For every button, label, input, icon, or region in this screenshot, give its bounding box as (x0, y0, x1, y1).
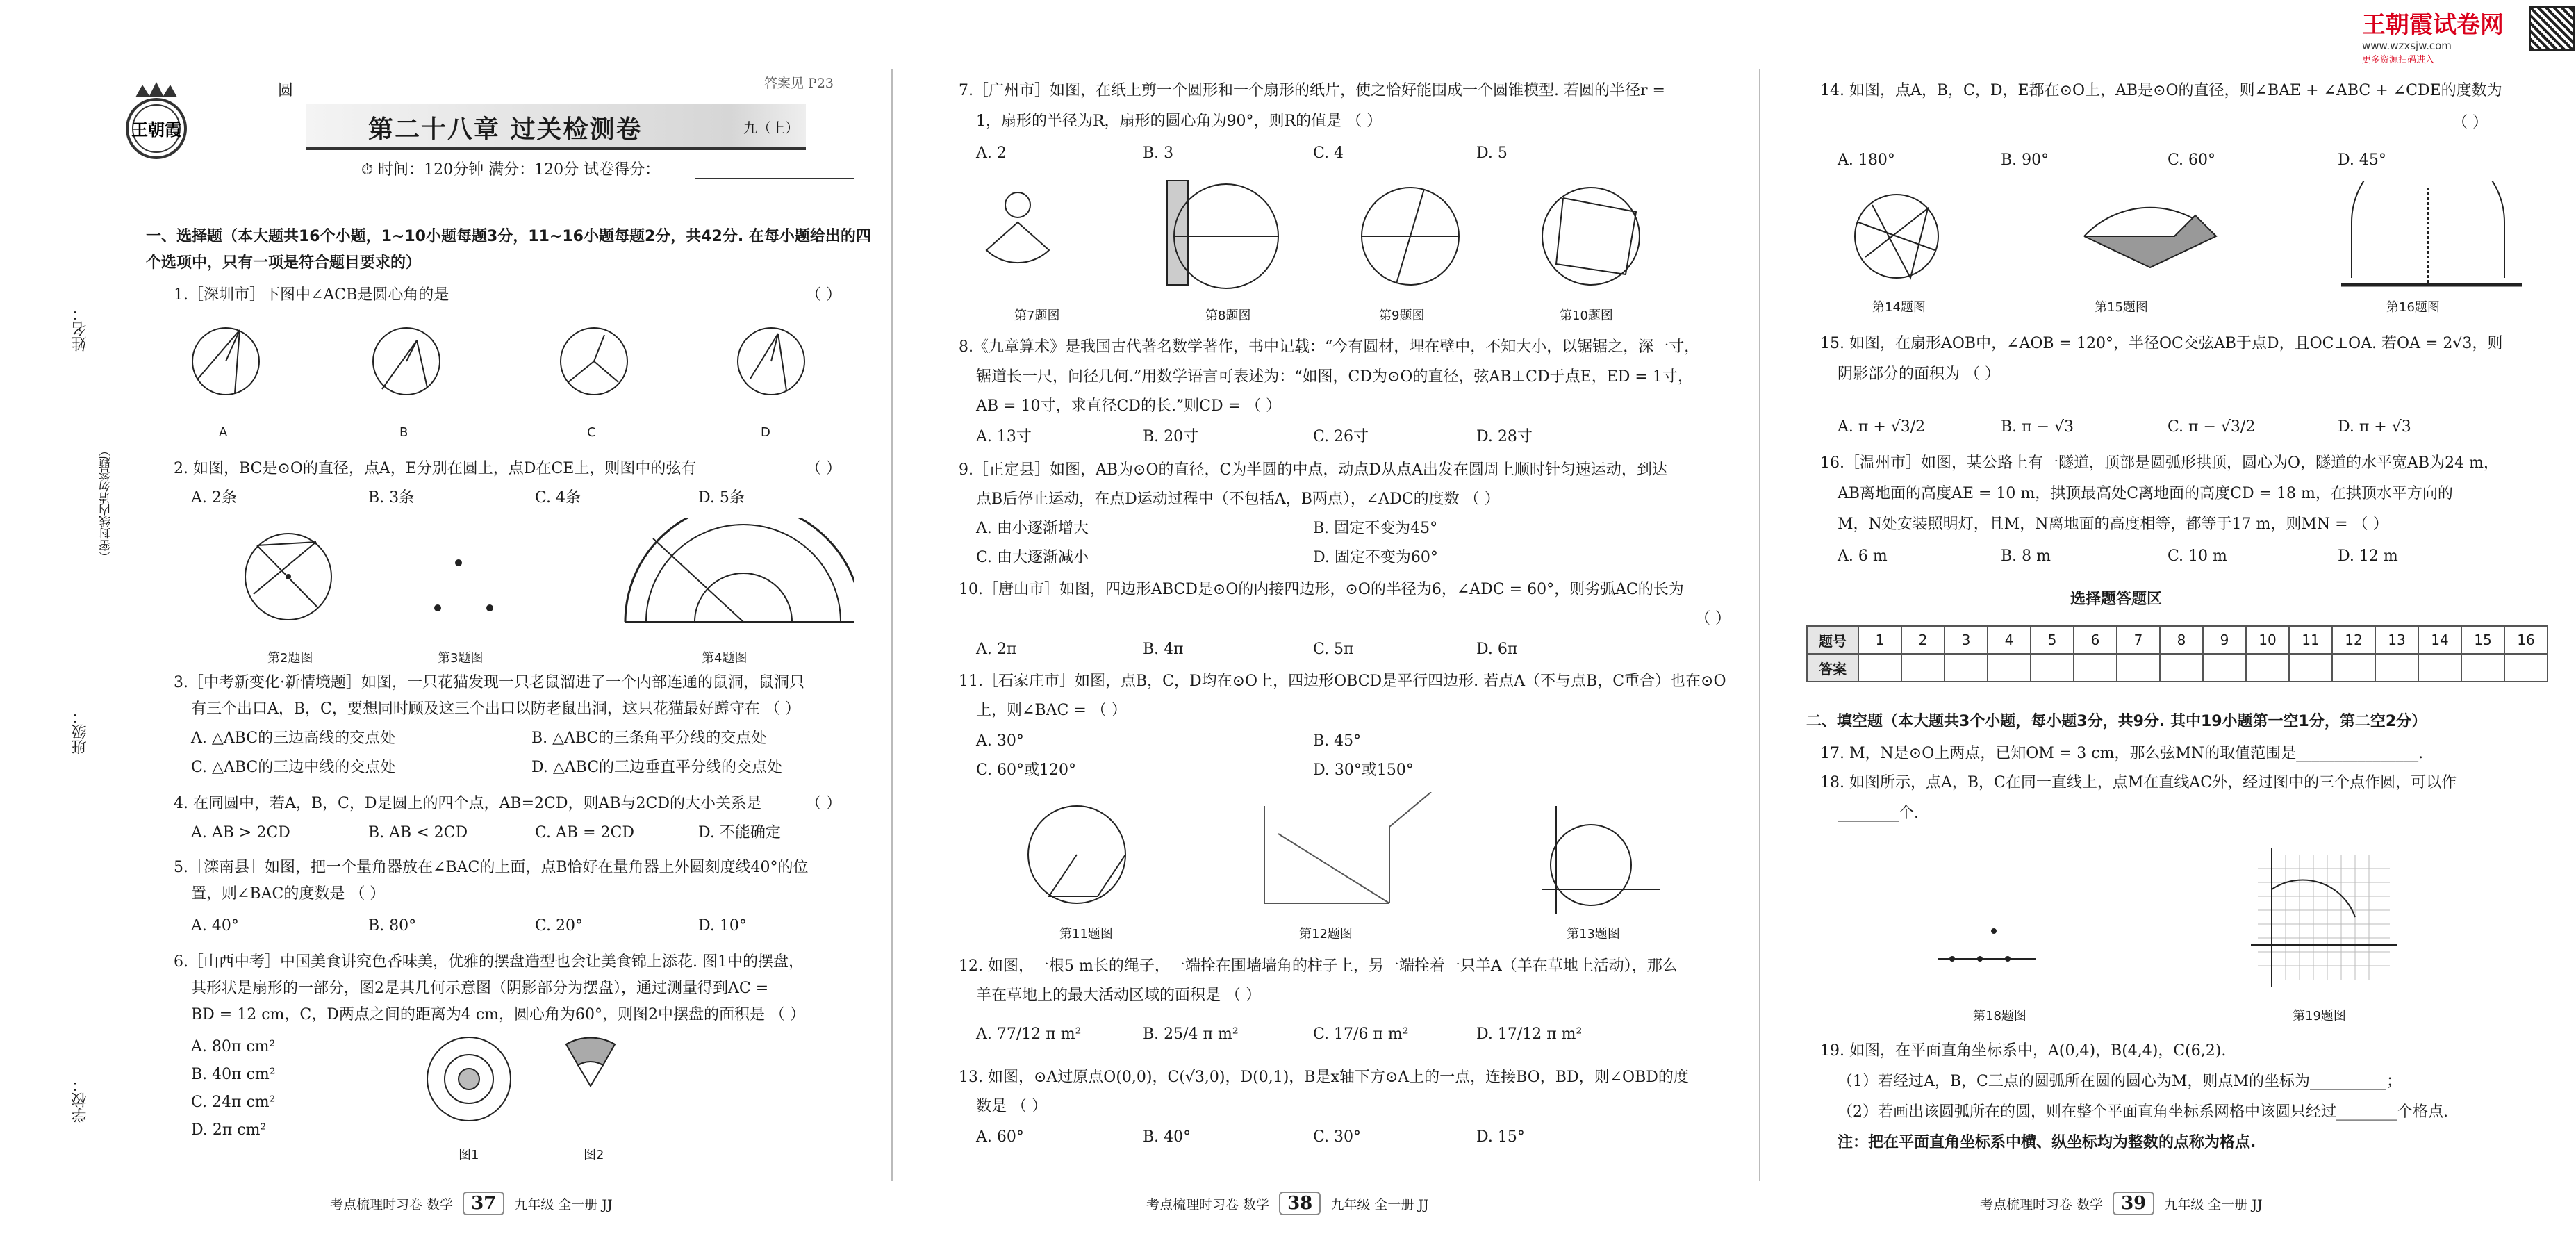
q7-line2: 1，扇形的半径为R，扇形的圆心角为90°，则R的值是 （ ） (976, 113, 1382, 130)
q16-opt-a[interactable]: A. 6 m (1838, 548, 1888, 565)
q2-caption: 第2题图 (267, 651, 313, 666)
q5-opt-c[interactable]: C. 20° (535, 917, 584, 935)
answer-cell[interactable] (2418, 654, 2461, 682)
qnum-cell: 8 (2160, 626, 2203, 654)
q2-opt-a[interactable]: A. 2条 (191, 489, 237, 507)
q7-opt-b[interactable]: B. 3 (1143, 145, 1174, 162)
q6-opt-a[interactable]: A. 80π cm² (191, 1038, 276, 1055)
q4-opt-d[interactable]: D. 不能确定 (698, 824, 781, 841)
q9-opt-a[interactable]: A. 由小逐渐增大 (976, 520, 1089, 537)
q2-opt-d[interactable]: D. 5条 (698, 489, 745, 507)
answer-cell[interactable] (2289, 654, 2332, 682)
brand-slogan: 更多资源扫码进入 (2362, 55, 2435, 65)
qnum-cell: 9 (2203, 626, 2246, 654)
footer-37 (330, 1192, 613, 1215)
q8-opt-a[interactable]: A. 13寸 (976, 428, 1032, 445)
q7-q10-figures (980, 174, 1730, 299)
chapter-title: 第二十八章 过关检测卷 (368, 115, 643, 144)
q12-opt-a[interactable]: A. 77/12 π m² (976, 1026, 1082, 1043)
answer-cell[interactable] (1901, 654, 1945, 682)
q7-line1: 7.［广州市］如图，在纸上剪一个圆形和一个扇形的纸片，使之恰好能围成一个圆锥模型. 若圆的半径r = (959, 82, 1665, 99)
q3-opt-a[interactable]: A. △ABC的三边高线的交点处 (191, 730, 396, 747)
q15-line1: 15. 如图，在扇形AOB中，∠AOB = 120°，半径OC交弦AB于点D，且OC⊥OA. 若OA = 2√3，则 (1820, 335, 2503, 352)
qnum-cell: 1 (1858, 626, 1901, 654)
q8-opt-b[interactable]: B. 20寸 (1143, 428, 1199, 445)
q4-opt-a[interactable]: A. AB > 2CD (191, 824, 290, 841)
q5-line1: 5.［滦南县］如图，把一个量角器放在∠BAC的上面，点B恰好在量角器上外圆刻度线40°的位 (174, 859, 809, 876)
q1-bracket[interactable]: （ ） (806, 286, 841, 304)
q15-opt-d[interactable]: D. π + √3 (2338, 418, 2411, 436)
q13-caption: 第13题图 (1567, 927, 1620, 941)
q15-opt-a[interactable]: A. π + √3/2 (1838, 418, 1926, 436)
q8-line1: 8.《九章算术》是我国古代著名数学著作，书中记载：“今有圆材，埋在壁中，不知大小，以锯锯之，深一寸， (959, 338, 1700, 356)
q1-opt-d[interactable]: D (761, 425, 770, 440)
page-number: 38 (1279, 1192, 1321, 1215)
qnum-cell: 3 (1945, 626, 1988, 654)
q18-caption: 第18题图 (1973, 1009, 2026, 1023)
q3-opt-d[interactable]: D. △ABC的三边垂直平分线的交点处 (531, 759, 783, 776)
page-number: 39 (2113, 1192, 2154, 1215)
footer-left: 考点梳理时习卷 数学 (1980, 1197, 2104, 1212)
q6-line2: 其形状是扇形的一部分，图2是其几何示意图（阴影部分为摆盘），通过测量得到AC = (191, 980, 769, 997)
q2-opt-c[interactable]: C. 4条 (535, 489, 581, 507)
grade-tag: 九（上） (743, 120, 799, 136)
q9-line1: 9.［正定县］如图，AB为⊙O的直径，C为半圆的中点，动点D从点A出发在圆周上顺时针匀速运动，到达 (959, 461, 1667, 479)
q16-opt-c[interactable]: C. 10 m (2168, 548, 2227, 565)
q11-q13-figures (1014, 792, 1723, 917)
q2-text: 2. 如图，BC是⊙O的直径，点A，E分别在圆上，点D在CE上，则图中的弦有 (174, 460, 697, 477)
school-label: 学校： (72, 1077, 89, 1123)
q5-line2: 置，则∠BAC的度数是 （ ） (191, 885, 386, 903)
page-37 (0, 0, 889, 1243)
qr-code-icon[interactable] (2529, 6, 2575, 51)
q10-caption: 第10题图 (1560, 308, 1613, 323)
q15-caption: 第15题图 (2095, 300, 2148, 315)
exam-meta (361, 160, 660, 181)
q7-opt-d[interactable]: D. 5 (1476, 145, 1508, 162)
q1-opt-a[interactable]: A (219, 425, 228, 440)
svg-text:王朝霞: 王朝霞 (131, 120, 181, 140)
q3-opt-b[interactable]: B. △ABC的三条角平分线的交点处 (531, 730, 767, 747)
q12-opt-d[interactable]: D. 17/12 π m² (1476, 1026, 1583, 1043)
answer-cell[interactable] (2203, 654, 2246, 682)
answer-cell[interactable] (2117, 654, 2160, 682)
q14-q16-figures (1834, 181, 2570, 292)
q16-opt-b[interactable]: B. 8 m (2001, 548, 2051, 565)
footer-right: 九年级 全一册 JJ (2164, 1197, 2263, 1212)
q1-opt-c[interactable]: C (587, 425, 596, 440)
qnum-cell: 15 (2461, 626, 2504, 654)
q4-bracket[interactable]: （ ） (806, 795, 841, 812)
chapter-banner (306, 104, 806, 150)
q13-line2: 数是 （ ） (976, 1098, 1047, 1115)
seal-notice: （密封线内请勿答题） (99, 445, 113, 563)
q8-line2: 锯道长一尺，问径几何.”用数学语言可表述为：“如图，CD为⊙O的直径，弦AB⊥CD于点E，ED = 1寸， (976, 368, 1693, 386)
q10-opt-d[interactable]: D. 6π (1476, 641, 1518, 658)
qnum-cell: 10 (2246, 626, 2289, 654)
qnum-cell: 6 (2074, 626, 2117, 654)
q19-line1: 19. 如图，在平面直角坐标系中，A(0,4)，B(4,4)，C(6,2). (1820, 1042, 2227, 1060)
answer-cell[interactable] (2461, 654, 2504, 682)
answer-cell[interactable] (1988, 654, 2031, 682)
q14-opt-d[interactable]: D. 45° (2338, 151, 2386, 169)
q8-opt-c[interactable]: C. 26寸 (1313, 428, 1369, 445)
q9-opt-b[interactable]: B. 固定不变为45° (1313, 520, 1438, 537)
q10-line2[interactable]: （ ） (1695, 610, 1731, 627)
q12-opt-c[interactable]: C. 17/6 π m² (1313, 1026, 1409, 1043)
q6-caption-1: 图1 (459, 1148, 479, 1162)
brand-header (2362, 6, 2504, 65)
q18-line2: ________个. (1838, 805, 1919, 822)
q8-opt-d[interactable]: D. 28寸 (1476, 428, 1533, 445)
q2-bracket[interactable]: （ ） (806, 460, 841, 477)
q4-caption: 第4题图 (702, 651, 748, 666)
q2-q4-figures (229, 518, 854, 639)
q16-line3: M，N处安装照明灯，且M，N离地面的高度相等，都等于17 m，则MN = （ ） (1838, 516, 2388, 533)
q11-opt-c[interactable]: C. 60°或120° (976, 762, 1077, 779)
q6-opt-b[interactable]: B. 40π cm² (191, 1066, 276, 1083)
brand-url[interactable]: www.wzxsjw.com (2362, 40, 2452, 52)
footer-38 (1146, 1192, 1429, 1215)
q19-line3: （2）若画出该圆弧所在的圆，则在整个平面直角坐标系网格中该圆只经过________个格点. (1838, 1103, 2448, 1121)
qnum-cell: 7 (2117, 626, 2160, 654)
answer-cell[interactable] (2375, 654, 2418, 682)
answer-area-title: 选择题答题区 (2070, 591, 2163, 608)
section1-heading: 一、选择题（本大题共16个小题，1~10小题每题3分，11~16小题每题2分，共42分. 在每小题给出的四个选项中，只有一项是符合题目要求的） (146, 228, 871, 272)
q12-line1: 12. 如图，一根5 m长的绳子，一端拴在围墙墙角的柱子上，另一端拴着一只羊A（羊在草地上活动），那么 (959, 957, 1678, 975)
name-label: 姓名： (72, 306, 89, 352)
answer-label: 答案 (1807, 654, 1858, 682)
q6-line3: BD = 12 cm，C，D两点之间的距离为4 cm，圆心角为60°，则图2中摆盘的面积是 （ ） (191, 1006, 806, 1023)
answer-table (1806, 625, 2548, 682)
section2-heading: 二、填空题（本大题共3个小题，每小题3分，共9分. 其中19小题第一空1分，第二空2分） (1806, 713, 2427, 730)
q11-line2: 上，则∠BAC = （ ） (976, 702, 1127, 719)
qnum-cell: 14 (2418, 626, 2461, 654)
footer-right: 九年级 全一册 JJ (1330, 1197, 1429, 1212)
q11-caption: 第11题图 (1059, 927, 1113, 941)
q2-opt-b[interactable]: B. 3条 (368, 489, 415, 507)
q3-opt-c[interactable]: C. △ABC的三边中线的交点处 (191, 759, 396, 776)
answer-cell[interactable] (2246, 654, 2289, 682)
q18-line1: 18. 如图所示，点A，B，C在同一直线上，点M在直线AC外，经过图中的三个点作圆，可以作 (1820, 774, 2457, 791)
brand-logo (115, 76, 219, 160)
answer-cell[interactable] (1858, 654, 1901, 682)
q15-opt-b[interactable]: B. π − √3 (2001, 418, 2074, 436)
q8-line3: AB = 10寸，求直径CD的长.”则CD = （ ） (976, 397, 1282, 415)
q16-opt-d[interactable]: D. 12 m (2338, 548, 2398, 565)
q6-figures (417, 1034, 667, 1138)
q16-caption: 第16题图 (2386, 300, 2440, 315)
q14-opt-a[interactable]: A. 180° (1838, 151, 1895, 169)
page-divider-1 (891, 69, 893, 1181)
class-label: 班级： (72, 709, 89, 755)
q12-opt-b[interactable]: B. 25/4 π m² (1143, 1026, 1239, 1043)
footer-39 (1980, 1192, 2263, 1215)
page-38 (896, 0, 1758, 1243)
qnum-cell: 11 (2289, 626, 2332, 654)
q16-line1: 16.［温州市］如图，某公路上有一隧道，顶部是圆弧形拱顶，圆心为O，隧道的水平宽AB为24 m， (1820, 454, 2499, 472)
q8-caption: 第8题图 (1205, 308, 1251, 323)
page-39 (1765, 0, 2576, 1243)
q18-q19-figures (1938, 841, 2508, 994)
qnum-cell: 4 (1988, 626, 2031, 654)
answer-table-header-row (1807, 626, 2548, 654)
q11-line1: 11.［石家庄市］如图，点B，C，D均在⊙O上，四边形OBCD是平行四边形. 若点A（不与点B，C重合）也在⊙O (959, 673, 1726, 690)
q10-opt-b[interactable]: B. 4π (1143, 641, 1184, 658)
q7-caption: 第7题图 (1014, 308, 1060, 323)
page-number: 37 (463, 1192, 504, 1215)
answer-cell[interactable] (2332, 654, 2375, 682)
q16-line2: AB离地面的高度AE = 10 m，拱顶最高处C离地面的高度CD = 18 m，在拱顶水平方向的 (1838, 485, 2453, 502)
qnum-cell: 2 (1901, 626, 1945, 654)
q9-opt-c[interactable]: C. 由大逐渐减小 (976, 549, 1089, 566)
q3-line2: 有三个出口A，B，C，要想同时顾及这三个出口以防老鼠出洞，这只花猫最好蹲守在 （ ） (191, 700, 800, 718)
q13-opt-c[interactable]: C. 30° (1313, 1128, 1362, 1146)
q11-opt-b[interactable]: B. 45° (1313, 732, 1362, 750)
q17-text: 17. M，N是⊙O上两点，已知OM = 3 cm，那么弦MN的取值范围是________________. (1820, 745, 2424, 762)
q1-text: 1.［深圳市］下图中∠ACB是圆心角的是 (174, 286, 449, 304)
q13-line1: 13. 如图，⊙A过原点O(0,0)，C(√3,0)，D(0,1)，B是x轴下方⊙A上的一点，连接BO，BD，则∠OBD的度 (959, 1069, 1689, 1086)
answer-cell[interactable] (2074, 654, 2117, 682)
q6-line1: 6.［山西中考］中国美食讲究色香味美，优雅的摆盘造型也会让美食锦上添花. 图1中的摆盘， (174, 953, 804, 971)
q13-opt-a[interactable]: A. 60° (976, 1128, 1024, 1146)
q15-opt-c[interactable]: C. π − √3/2 (2168, 418, 2256, 436)
q5-opt-d[interactable]: D. 10° (698, 917, 747, 935)
q1-figures (188, 313, 861, 410)
q6-caption-2: 图2 (584, 1148, 604, 1162)
q12-line2: 羊在草地上的最大活动区域的面积是 （ ） (976, 987, 1261, 1004)
q15-line2: 阴影部分的面积为 （ ） (1838, 365, 2000, 383)
q14-bracket[interactable]: （ ） (2452, 114, 2488, 131)
question-number-label: 题号 (1807, 626, 1858, 654)
q7-opt-c[interactable]: C. 4 (1313, 145, 1344, 162)
footer-left: 考点梳理时习卷 数学 (330, 1197, 454, 1212)
q14-caption: 第14题图 (1872, 300, 1926, 315)
q7-opt-a[interactable]: A. 2 (976, 145, 1007, 162)
q11-opt-d[interactable]: D. 30°或150° (1313, 762, 1414, 779)
q3-line1: 3.［中考新变化·新情境题］如图，一只花猫发现一只老鼠溜进了一个内部连通的鼠洞，鼠洞只 (174, 674, 804, 691)
q1-opt-b[interactable]: B (399, 425, 408, 440)
answer-cell[interactable] (2160, 654, 2203, 682)
q9-opt-d[interactable]: D. 固定不变为60° (1313, 549, 1438, 566)
q6-opt-c[interactable]: C. 24π cm² (191, 1094, 276, 1111)
qnum-cell: 12 (2332, 626, 2375, 654)
q12-caption: 第12题图 (1299, 927, 1353, 941)
q6-opt-d[interactable]: D. 2π cm² (191, 1121, 267, 1139)
q13-opt-d[interactable]: D. 15° (1476, 1128, 1525, 1146)
header-small: 圆 (278, 82, 294, 99)
q10-opt-c[interactable]: C. 5π (1313, 641, 1354, 658)
answer-cell[interactable] (2031, 654, 2074, 682)
page-divider-2 (1759, 69, 1760, 1181)
q4-opt-c[interactable]: C. AB = 2CD (535, 824, 634, 841)
footer-left: 考点梳理时习卷 数学 (1146, 1197, 1270, 1212)
q19-caption: 第19题图 (2293, 1009, 2346, 1023)
qnum-cell: 5 (2031, 626, 2074, 654)
q19-note: 注：把在平面直角坐标系中横、纵坐标均为整数的点称为格点. (1838, 1134, 2256, 1151)
qnum-cell: 13 (2375, 626, 2418, 654)
q13-opt-b[interactable]: B. 40° (1143, 1128, 1191, 1146)
q11-opt-a[interactable]: A. 30° (976, 732, 1024, 750)
q10-opt-a[interactable]: A. 2π (976, 641, 1017, 658)
brand-name: 王朝霞试卷网 (2362, 11, 2504, 39)
q9-line2: 点B后停止运动，在点D运动过程中（不包括A，B两点），∠ADC的度数 （ ） (976, 491, 1500, 508)
q14-opt-c[interactable]: C. 60° (2168, 151, 2216, 169)
clock-icon: ⏱ (361, 161, 374, 179)
meta-text: 时间：120分钟 满分：120分 试卷得分： (378, 161, 661, 179)
q4-opt-b[interactable]: B. AB < 2CD (368, 824, 468, 841)
answer-table-answer-row (1807, 654, 2548, 682)
q5-opt-a[interactable]: A. 40° (191, 917, 239, 935)
answer-cell[interactable] (1945, 654, 1988, 682)
q9-caption: 第9题图 (1379, 308, 1425, 323)
answer-ref: 答案见 P23 (764, 76, 834, 91)
q5-opt-b[interactable]: B. 80° (368, 917, 417, 935)
q3-caption: 第3题图 (438, 651, 484, 666)
q10-line1: 10.［唐山市］如图，四边形ABCD是⊙O的内接四边形，⊙O的半径为6，∠ADC = 60°，则劣弧AC的长为 (959, 581, 1684, 598)
answer-cell[interactable] (2504, 654, 2548, 682)
footer-right: 九年级 全一册 JJ (514, 1197, 613, 1212)
q4-text: 4. 在同圆中，若A，B，C，D是圆上的四个点，AB=2CD，则AB与2CD的大小关系是 (174, 795, 761, 812)
score-blank[interactable] (695, 167, 854, 179)
qnum-cell: 16 (2504, 626, 2548, 654)
q19-line2: （1）若经过A，B，C三点的圆弧所在圆的圆心为M，则点M的坐标为__________； (1838, 1073, 2402, 1090)
q14-opt-b[interactable]: B. 90° (2001, 151, 2049, 169)
q14-text: 14. 如图，点A，B，C，D，E都在⊙O上，AB是⊙O的直径，则∠BAE + ∠ABC + ∠CDE的度数为 (1820, 82, 2502, 99)
